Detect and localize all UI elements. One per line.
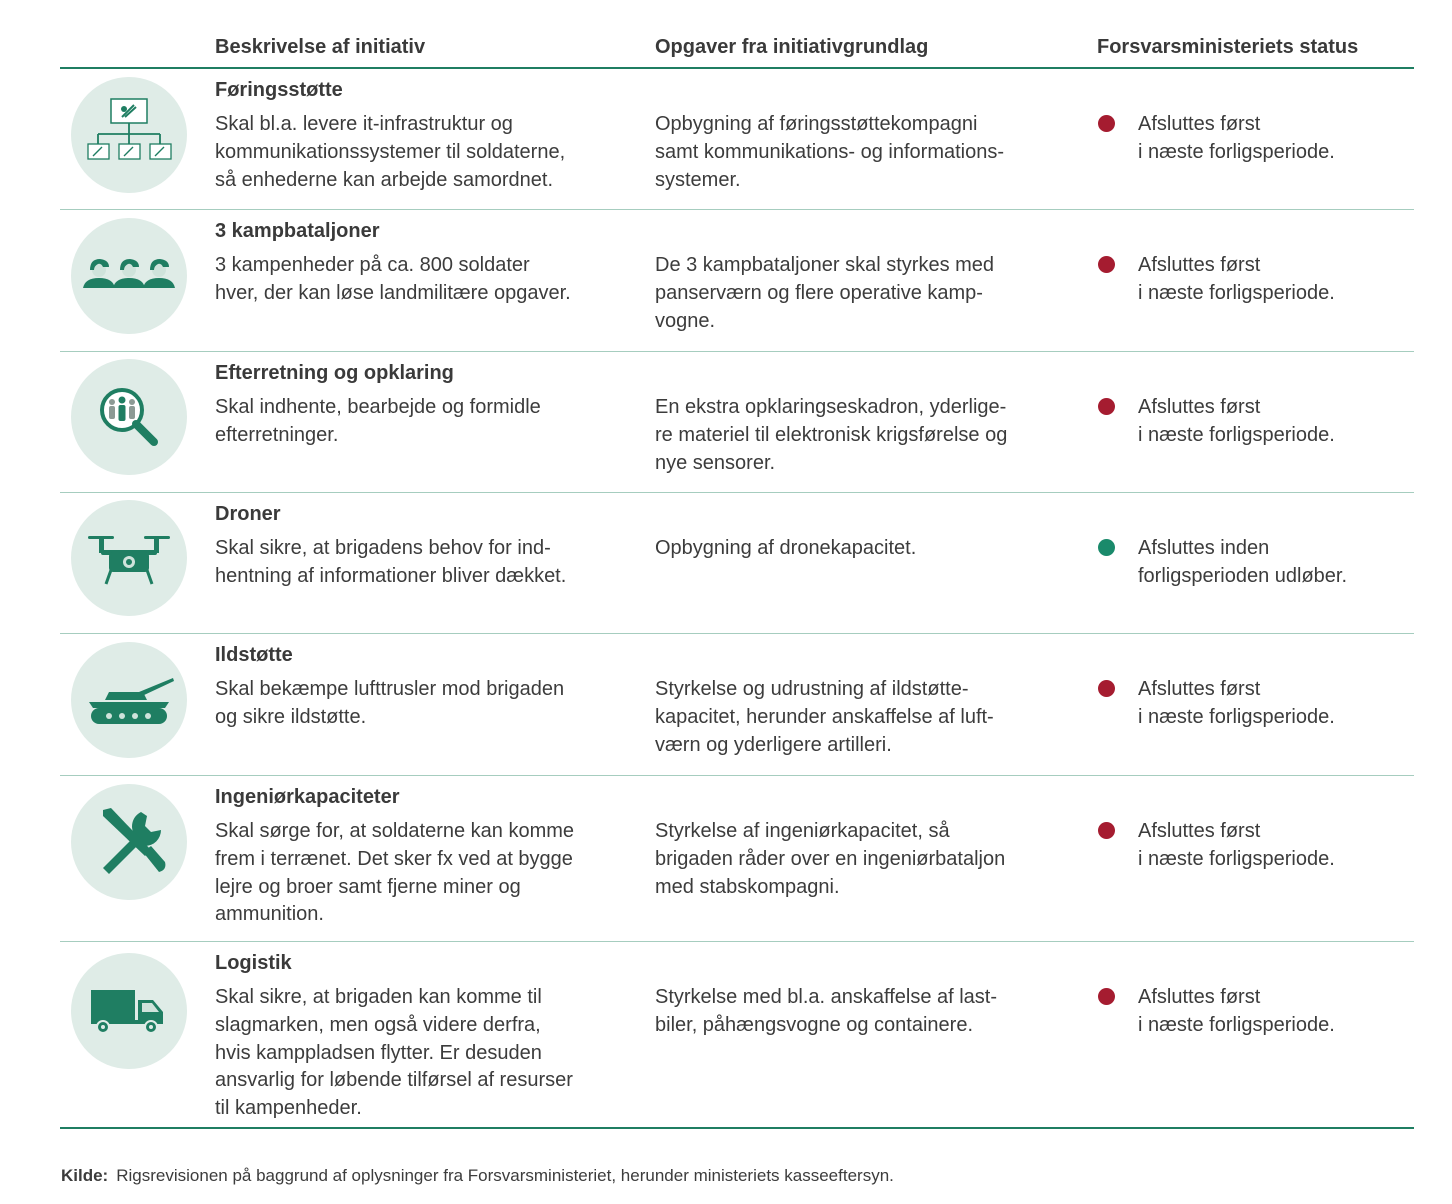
row-description: Skal sikre, at brigaden kan komme til slagmarken, men også videre derfra, hvis kamppladsen flytter. Er desuden ansvarlig for løbende tilførsel af resurser til kampenheder. [215, 986, 573, 1120]
status-dot-red [1098, 822, 1115, 839]
row-status: Afsluttes først i næste forligsperiode. [1138, 678, 1335, 728]
table-bottom-rule [60, 1127, 1414, 1129]
row-description: Skal bekæmpe lufttrusler mod brigaden og sikre ildstøtte. [215, 678, 565, 728]
table-row [60, 942, 1414, 1127]
row-title: Ildstøtte [215, 644, 293, 666]
row-status: Afsluttes først i næste forligsperiode. [1138, 820, 1335, 870]
row-title: Logistik [215, 952, 292, 974]
row-description: Skal sikre, at brigadens behov for ind- hentning af informationer bliver dækket. [215, 537, 567, 587]
row-status: Afsluttes først i næste forligsperiode. [1138, 113, 1335, 163]
status-dot-red [1098, 398, 1115, 415]
header-status: Forsvarsministeriets status [1097, 36, 1359, 58]
table-header [0, 0, 1452, 68]
row-description: Skal sørge for, at soldaterne kan komme frem i terrænet. Det sker fx ved at bygge lejre og broer samt fjerne miner og ammunition. [215, 820, 575, 926]
source-label: Kilde: [61, 1166, 109, 1185]
row-tasks: Opbygning af dronekapacitet. [655, 537, 917, 559]
drone-icon [71, 500, 187, 616]
row-title: Ingeniørkapaciteter [215, 786, 400, 808]
table-row [60, 210, 1414, 351]
status-dot-red [1098, 988, 1115, 1005]
row-title: 3 kampbataljoner [215, 220, 380, 242]
source-note [61, 1166, 894, 1186]
table-row [60, 69, 1414, 209]
header-description: Beskrivelse af initiativ [215, 36, 426, 58]
row-status: Afsluttes først i næste forligsperiode. [1138, 986, 1335, 1036]
table-row [60, 776, 1414, 941]
status-dot-red [1098, 115, 1115, 132]
table-row [60, 634, 1414, 775]
source-text: Rigsrevisionen på baggrund af oplysninger fra Forsvarsministeriet, herunder ministeriets kasseeftersyn. [116, 1166, 894, 1185]
row-title: Efterretning og opklaring [215, 362, 454, 384]
row-title: Droner [215, 503, 281, 525]
row-status: Afsluttes først i næste forligsperiode. [1138, 396, 1335, 446]
magnifier-people-icon [71, 359, 187, 475]
row-tasks: Styrkelse og udrustning af ildstøtte- kapacitet, herunder anskaffelse af luft- værn og yderligere artilleri. [655, 678, 994, 756]
row-description: 3 kampenheder på ca. 800 soldater hver, der kan løse landmilitære opgaver. [215, 254, 571, 304]
row-status: Afsluttes først i næste forligsperiode. [1138, 254, 1335, 304]
status-dot-red [1098, 256, 1115, 273]
row-tasks: En ekstra opklaringseskadron, yderlige- re materiel til elektronisk krigsførelse og nye sensorer. [655, 396, 1008, 474]
table-row [60, 352, 1414, 492]
tank-icon [71, 642, 187, 758]
row-tasks: Styrkelse med bl.a. anskaffelse af last- biler, påhængsvogne og containere. [655, 986, 998, 1036]
table-row [60, 493, 1414, 633]
soldiers-icon [71, 218, 187, 334]
header-tasks: Opgaver fra initiativgrundlag [655, 36, 929, 58]
row-description: Skal indhente, bearbejde og formidle efterretninger. [215, 396, 541, 446]
row-tasks: Opbygning af føringsstøttekompagni samt kommunikations- og informations- systemer. [655, 113, 1005, 191]
row-description: Skal bl.a. levere it-infrastruktur og kommunikationssystemer til soldaterne, så enhederne kan arbejde samordnet. [215, 113, 566, 191]
row-tasks: De 3 kampbataljoner skal styrkes med panserværn og flere operative kamp- vogne. [655, 254, 995, 332]
truck-icon [71, 953, 187, 1069]
command-network-icon [71, 77, 187, 193]
row-status: Afsluttes inden forligsperioden udløber. [1138, 537, 1348, 587]
row-tasks: Styrkelse af ingeniørkapacitet, så brigaden råder over en ingeniørbataljon med stabskompagni. [655, 820, 1006, 898]
status-dot-green [1098, 539, 1115, 556]
status-dot-red [1098, 680, 1115, 697]
wrench-screwdriver-icon [71, 784, 187, 900]
row-title: Føringsstøtte [215, 79, 343, 101]
